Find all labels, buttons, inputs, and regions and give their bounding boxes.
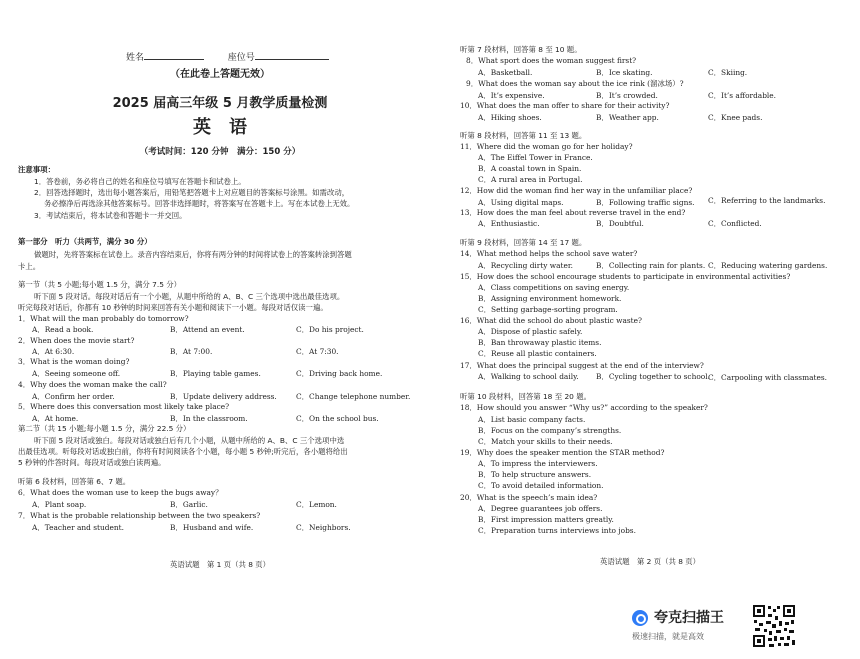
- option-c: C．Do his project.: [296, 325, 364, 334]
- option-a: A．Recycling dirty water.: [478, 261, 573, 270]
- section1-intro: 听完每段对话后，你都有 10 秒钟的时间来回答有关小题和阅读下一小题。每段对话仅读一遍。: [18, 303, 328, 312]
- material-7-heading: 听第 7 段材料，回答第 8 至 10 题。: [460, 45, 582, 54]
- option-c: C．Skiing.: [708, 68, 748, 77]
- section1-intro: 听下面 5 段对话。每段对话后有一个小题，从题中所给的 A、B、C 三个选项中选出最佳选项。: [34, 292, 345, 301]
- option-a: A．Read a book.: [32, 325, 94, 334]
- option-c: C．Driving back home.: [296, 369, 383, 378]
- option-a: A．It’s expensive.: [478, 91, 545, 100]
- option-a: A．Dispose of plastic safely.: [478, 327, 583, 336]
- option-b: B．Doubtful.: [596, 219, 644, 228]
- option-c: C．Reducing watering gardens.: [708, 261, 828, 270]
- option-a: A．Teacher and student.: [32, 523, 124, 532]
- name-label: 姓名: [126, 53, 145, 63]
- option-b: B．In the classroom.: [170, 414, 248, 423]
- option-a: A．Hiking shoes.: [478, 113, 542, 122]
- question-1: 1．What will the man probably do tomorrow?: [18, 314, 189, 323]
- option-b: B．Husband and wife.: [170, 523, 254, 532]
- question-4: 4．Why does the woman make the call?: [18, 380, 167, 389]
- option-a: A．Using digital maps.: [478, 198, 564, 207]
- material-9-heading: 听第 9 段材料，回答第 14 至 17 题。: [460, 238, 587, 247]
- question-17: 17．What does the principal suggest at the end of the interview?: [460, 361, 704, 370]
- page-1-footer: 英语试题 第 1 页（共 8 页）: [169, 560, 271, 569]
- option-c: C．Change telephone number.: [296, 392, 411, 401]
- question-11: 11．Where did the woman go for her holiday?: [460, 142, 633, 151]
- option-b: B．Attend an event.: [170, 325, 245, 334]
- option-a: A．To impress the interviewers.: [478, 459, 598, 468]
- option-b: B．Weather app.: [596, 113, 659, 122]
- seat-label: 座位号: [227, 53, 255, 63]
- option-b: B．Playing table games.: [170, 369, 261, 378]
- part1-intro: 做题时，先将答案标在试卷上。录音内容结束后，你将有两分钟的时间将试卷上的答案转涂到答题: [34, 250, 352, 259]
- material-6-heading: 听第 6 段材料，回答第 6、7 题。: [18, 477, 131, 486]
- option-b: B．Ice skating.: [596, 68, 653, 77]
- option-b: B．Garlic.: [170, 500, 208, 509]
- option-a: A．At 6:30.: [32, 347, 75, 356]
- part1-heading: 第一部分 听力（共两节，满分 30 分）: [18, 237, 152, 246]
- section2-heading: 第二节（共 15 小题;每小题 1.5 分，满分 22.5 分）: [18, 424, 191, 433]
- option-a: A．Class competitions on saving energy.: [478, 283, 630, 292]
- question-6: 6．What does the woman use to keep the bugs away？: [18, 488, 223, 497]
- notes-heading: 注意事项：: [18, 165, 55, 174]
- section2-intro: 出最佳选项。听每段对话或独白前，你将有时间阅读各个小题，每小题 5 秒钟;听完后，各小题将给出: [18, 447, 348, 456]
- option-a: A．At home.: [32, 414, 79, 423]
- question-7: 7．What is the probable relationship between the two speakers?: [18, 511, 261, 520]
- option-c: C．On the school bus.: [296, 414, 379, 423]
- scanner-watermark: [632, 608, 752, 648]
- option-c: C．Neighbors.: [296, 523, 351, 532]
- question-19: 19．Why does the speaker mention the STAR method?: [460, 448, 665, 457]
- question-18: 18．How should you answer “Why us?” according to the speaker?: [460, 403, 708, 412]
- question-5: 5．Where does this conversation most likely take place?: [18, 402, 230, 411]
- option-c: C．Referring to the landmarks.: [708, 196, 826, 205]
- option-c: C．At 7:30.: [296, 347, 339, 356]
- option-c: C．Conflicted.: [708, 219, 762, 228]
- option-b: B．It’s crowded.: [596, 91, 658, 100]
- question-16: 16．What did the school do about plastic waste?: [460, 316, 642, 325]
- option-b: B．A coastal town in Spain.: [478, 164, 582, 173]
- option-c: C．It’s affordable.: [708, 91, 777, 100]
- material-8-heading: 听第 8 段材料，回答第 11 至 13 题。: [460, 131, 587, 140]
- section2-intro: 5 秒钟的作答时间。每段对话或独白读两遍。: [18, 458, 166, 467]
- question-8: 8．What sport does the woman suggest first?: [466, 56, 637, 65]
- option-c: C．Carpooling with classmates.: [708, 373, 828, 382]
- option-b: B．Ban throwaway plastic items.: [478, 338, 602, 347]
- option-b: B．Update delivery address.: [170, 392, 277, 401]
- scanner-slogan: 极速扫描，就是高效: [632, 632, 704, 641]
- qr-code-icon: [752, 604, 796, 648]
- option-c: C．Knee pads.: [708, 113, 763, 122]
- option-c: C．To avoid detailed information.: [478, 481, 604, 490]
- option-c: C．Reuse all plastic containers.: [478, 349, 597, 358]
- page-2-footer: 英语试题 第 2 页（共 8 页）: [599, 557, 701, 566]
- option-a: A．Basketball.: [478, 68, 533, 77]
- quark-logo-icon: [632, 610, 648, 626]
- exam-title: 2025 届高三年级 5 月教学质量检测: [112, 96, 328, 111]
- part1-intro: 卡上。: [18, 262, 41, 271]
- time-score: （考试时间：120 分钟 满分：150 分）: [139, 147, 301, 157]
- option-c: C．Match your skills to their needs.: [478, 437, 613, 446]
- option-b: B．Following traffic signs.: [596, 198, 695, 207]
- material-10-heading: 听第 10 段材料，回答第 18 至 20 题。: [460, 392, 591, 401]
- option-a: A．Seeing someone off.: [32, 369, 121, 378]
- section2-intro: 听下面 5 段对话或独白。每段对话或独白后有几个小题，从题中所给的 A、B、C 三个选项中选: [34, 436, 345, 445]
- option-a: A．Plant soap.: [32, 500, 87, 509]
- option-a: A．Walking to school daily.: [478, 372, 579, 381]
- note-line: 3．考试结束后，将本试卷和答题卡一并交回。: [34, 211, 187, 220]
- question-15: 15．How does the school encourage students to participate in environmental activities?: [460, 272, 791, 281]
- note-line: 2．回答选择题时，选出每小题答案后，用铅笔把答题卡上对应题目的答案标号涂黑。如需改动，: [34, 188, 350, 197]
- name-field: [126, 50, 329, 64]
- option-b: B．Cycling together to school.: [596, 372, 710, 381]
- question-14: 14．What method helps the school save water?: [460, 249, 638, 258]
- option-b: B．First impression matters greatly.: [478, 515, 614, 524]
- option-b: B．To help structure answers.: [478, 470, 592, 479]
- option-b: B．At 7:00.: [170, 347, 213, 356]
- option-c: C．Setting garbage-sorting program.: [478, 305, 618, 314]
- option-b: B．Collecting rain for plants.: [596, 261, 706, 270]
- subject-title: 英 语: [193, 117, 247, 138]
- question-3: 3．What is the woman doing?: [18, 357, 130, 366]
- option-a: A．List basic company facts.: [478, 415, 586, 424]
- invalid-notice: （在此卷上答题无效）: [170, 69, 270, 80]
- scanner-brand: 夸克扫描王: [654, 610, 724, 626]
- option-a: A．Enthusiastic.: [478, 219, 540, 228]
- exam-page-2: [440, 0, 860, 659]
- question-9: 9．What does the woman say about the ice rink (溜冰场）?: [466, 79, 684, 88]
- question-20: 20．What is the speech’s main idea?: [460, 493, 598, 502]
- section1-heading: 第一节（共 5 小题;每小题 1.5 分，满分 7.5 分）: [18, 280, 182, 289]
- question-10: 10．What does the man offer to share for their activity?: [460, 101, 670, 110]
- option-b: B．Focus on the company’s strengths.: [478, 426, 622, 435]
- option-b: B．Assigning environment homework.: [478, 294, 622, 303]
- option-c: C．Preparation turns interviews into jobs.: [478, 526, 636, 535]
- option-a: A．The Eiffel Tower in France.: [478, 153, 593, 162]
- note-line: 务必擦净后再选涂其他答案标号。回答非选择题时，将答案写在答题卡上。写在本试卷上无效。: [44, 199, 355, 208]
- seat-blank: [255, 50, 329, 60]
- name-blank: [144, 50, 204, 60]
- question-12: 12．How did the woman find her way in the unfamiliar place?: [460, 186, 693, 195]
- option-c: C．A rural area in Portugal.: [478, 175, 583, 184]
- note-line: 1．答卷前，务必将自己的姓名和座位号填写在答题卡和试卷上。: [34, 177, 246, 186]
- option-a: A．Degree guarantees job offers.: [478, 504, 603, 513]
- question-2: 2．When does the movie start?: [18, 336, 135, 345]
- option-c: C．Lemon.: [296, 500, 337, 509]
- question-13: 13．How does the man feel about reverse travel in the end?: [460, 208, 686, 217]
- option-a: A．Confirm her order.: [32, 392, 115, 401]
